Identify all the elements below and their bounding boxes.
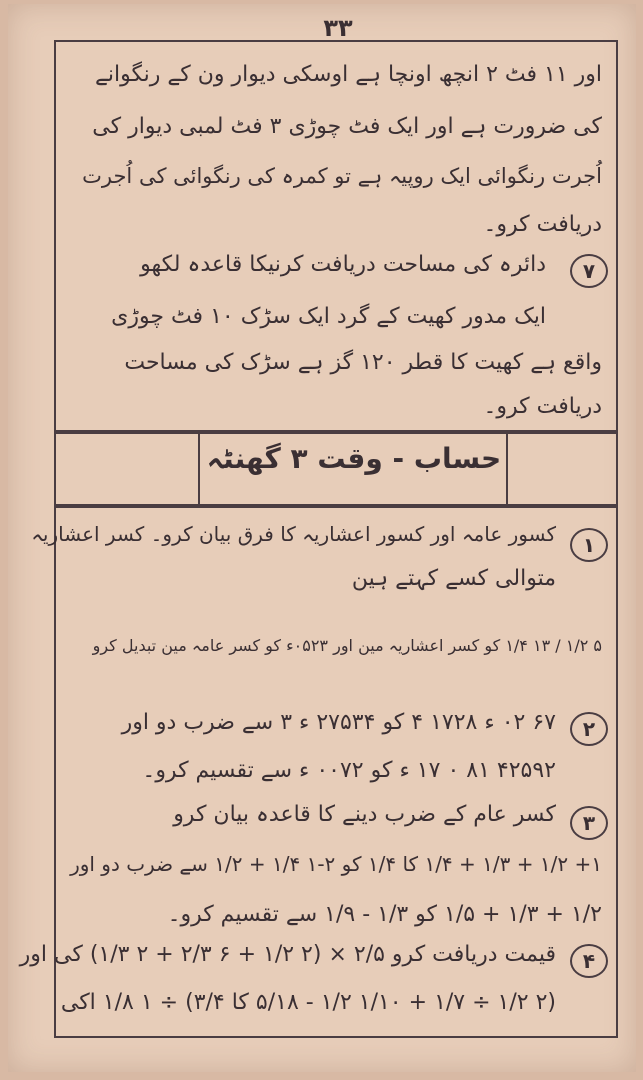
text-line: دائرہ کی مساحت دریافت کرنیکا قاعدہ لکھو bbox=[140, 252, 546, 277]
section-1-box bbox=[54, 40, 618, 434]
page-number: ۳۳ bbox=[323, 14, 353, 42]
text-line: ۴۲۵۹۲ ۸۱ ۰ ۱۷ ء کو ۰۰۷۲ ء سے تقسیم کرو۔ bbox=[142, 758, 556, 783]
text-line: کسر عام کے ضرب دینے کا قاعدہ بیان کرو bbox=[173, 802, 556, 827]
page bbox=[8, 4, 636, 1072]
text-line: ۶۷ ۰۲ ء ۱۷۲۸ ۴ کو ۲۷۵۳۴ ء ۳ سے ضرب دو اور bbox=[121, 710, 556, 735]
text-line: متوالی کسے کہتے ہین bbox=[351, 566, 556, 591]
text-line: کسور عامہ اور کسور اعشاریہ کا فرق بیان کرو۔ کسر اعشاریہ bbox=[31, 522, 556, 546]
exam-title: حساب - وقت ۳ گھنٹہ bbox=[206, 442, 502, 475]
text-line: دریافت کرو۔ bbox=[483, 394, 602, 419]
text-line: کی ضرورت ہے اور ایک فٹ چوڑی ۳ فٹ لمبی دیوار کی bbox=[92, 114, 602, 139]
text-line: ۵ ۱/۲ / ۱۳ ۱/۴ کو کسر اعشاریہ مین اور ۰۵۲۳ء کو کسر عامہ مین تبدیل کرو bbox=[92, 636, 602, 655]
text-line: دریافت کرو۔ bbox=[483, 212, 602, 237]
question-number: ۳ bbox=[570, 806, 608, 840]
question-number: ۷ bbox=[570, 254, 608, 288]
text-line: واقع ہے کھیت کا قطر ۱۲۰ گز ہے سڑک کی مساحت bbox=[124, 350, 602, 375]
title-cell-left bbox=[56, 432, 200, 506]
text-line: اور ۱۱ فٹ ۲ انچھ اونچا ہے اوسکی دیوار ون کے رنگوانے bbox=[95, 62, 602, 87]
text-line: اُجرت رنگوائی ایک روپیہ ہے تو کمرہ کی رنگوائی کی اُجرت bbox=[82, 164, 602, 188]
title-row bbox=[54, 430, 618, 508]
text-line: قیمت دریافت کرو ۲/۵ × (۲ ۱/۲ + ۶ ۲/۳ + ۲ ۱/۳) کی اور bbox=[19, 942, 556, 967]
question-number: ۱ bbox=[570, 528, 608, 562]
text-line: (۲ ۱/۲ ÷ ۱/۷ + ۱/۱۰ ۱/۲ - ۵/۱۸ کا ۳/۴) ÷ ۱ ۱/۸ اکی bbox=[60, 990, 556, 1015]
text-line: ایک مدور کھیت کے گرد ایک سڑک ۱۰ فٹ چوڑی bbox=[111, 304, 546, 329]
section-2-box bbox=[19, 504, 618, 1038]
question-number: ۲ bbox=[570, 712, 608, 746]
title-cell-right bbox=[506, 432, 616, 506]
question-number: ۴ bbox=[570, 944, 608, 978]
text-line: ۱/۲ + ۱/۳ + ۱/۵ کو ۱/۳ - ۱/۹ سے تقسیم کرو۔ bbox=[167, 902, 602, 927]
text-line: ۱+ ۱/۲ + ۱/۳ + ۱/۴ کا ۱/۴ کو ۲-۱ ۱/۴ + ۱/۲ سے ضرب دو اور bbox=[70, 852, 602, 876]
